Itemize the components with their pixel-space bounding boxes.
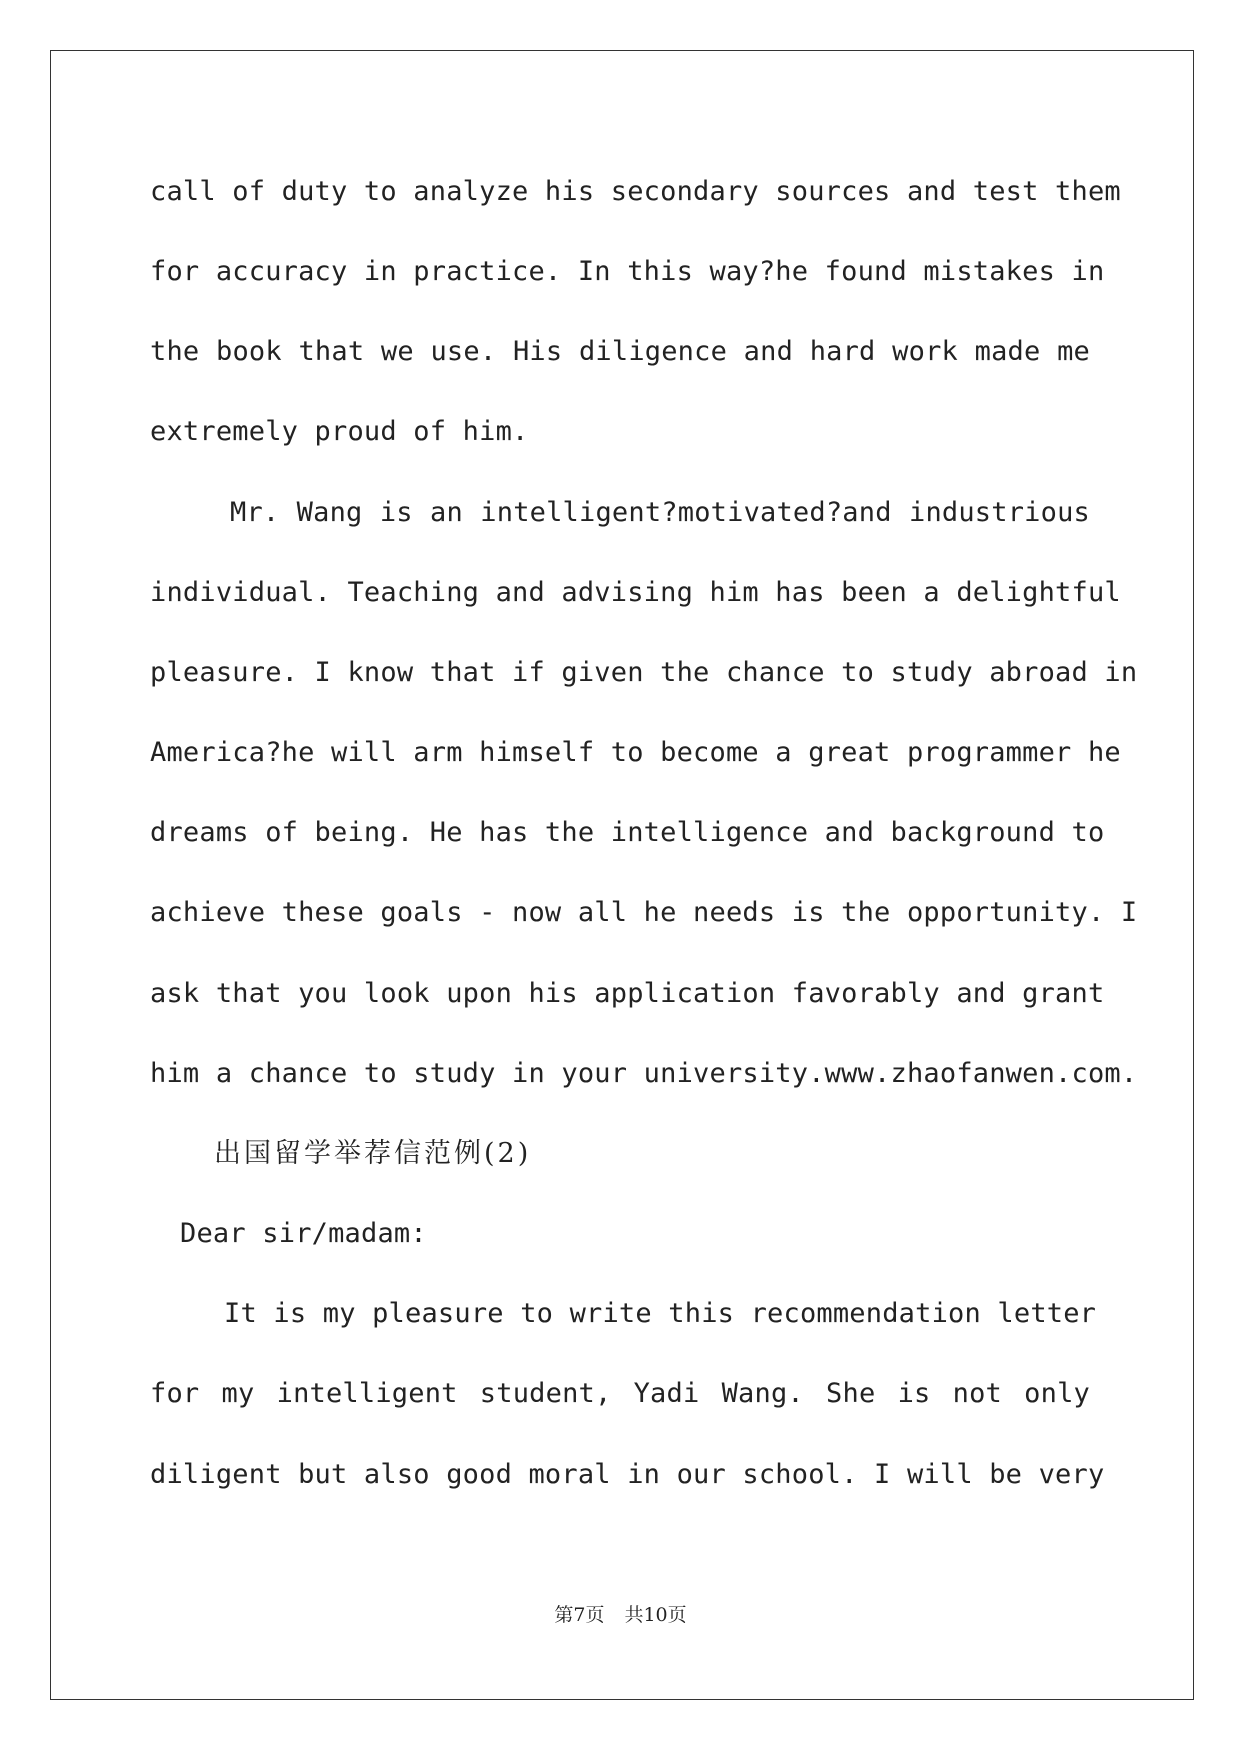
- text-line-8: America?he will arm himself to become a great programmer he: [150, 737, 1121, 768]
- text-line-15: It is my pleasure to write this recommendation letter: [224, 1298, 1097, 1329]
- text-line-3: the book that we use. His diligence and hard work made me: [150, 336, 1090, 367]
- text-line-4: extremely proud of him.: [150, 416, 529, 447]
- text-line-7: pleasure. I know that if given the chance to study abroad in: [150, 657, 1138, 688]
- text-line-9: dreams of being. He has the intelligence and background to: [150, 817, 1105, 848]
- text-line-12: him a chance to study in your university.www.zhaofanwen.com.: [150, 1058, 1138, 1089]
- text-line-5: Mr. Wang is an intelligent?motivated?and industrious: [230, 497, 1090, 528]
- text-line-1: call of duty to analyze his secondary sources and test them: [150, 176, 1121, 207]
- text-line-6: individual. Teaching and advising him has been a delightful: [150, 577, 1121, 608]
- text-line-17: diligent but also good moral in our school. I will be very: [150, 1459, 1105, 1490]
- section-heading: 出国留学举荐信范例(2): [214, 1138, 532, 1169]
- text-line-10: achieve these goals - now all he needs is the opportunity. I: [150, 897, 1138, 928]
- page-number: 第7页: [554, 1604, 605, 1626]
- page-border: [50, 50, 1194, 1700]
- page-footer: [0, 1600, 1241, 1627]
- text-line-16: for my intelligent student, Yadi Wang. She is not only: [150, 1378, 1090, 1409]
- text-line-11: ask that you look upon his application favorably and grant: [150, 978, 1105, 1009]
- text-line-2: for accuracy in practice. In this way?he found mistakes in: [150, 256, 1105, 287]
- page-total: 共10页: [624, 1604, 687, 1626]
- salutation: Dear sir/madam:: [180, 1218, 427, 1249]
